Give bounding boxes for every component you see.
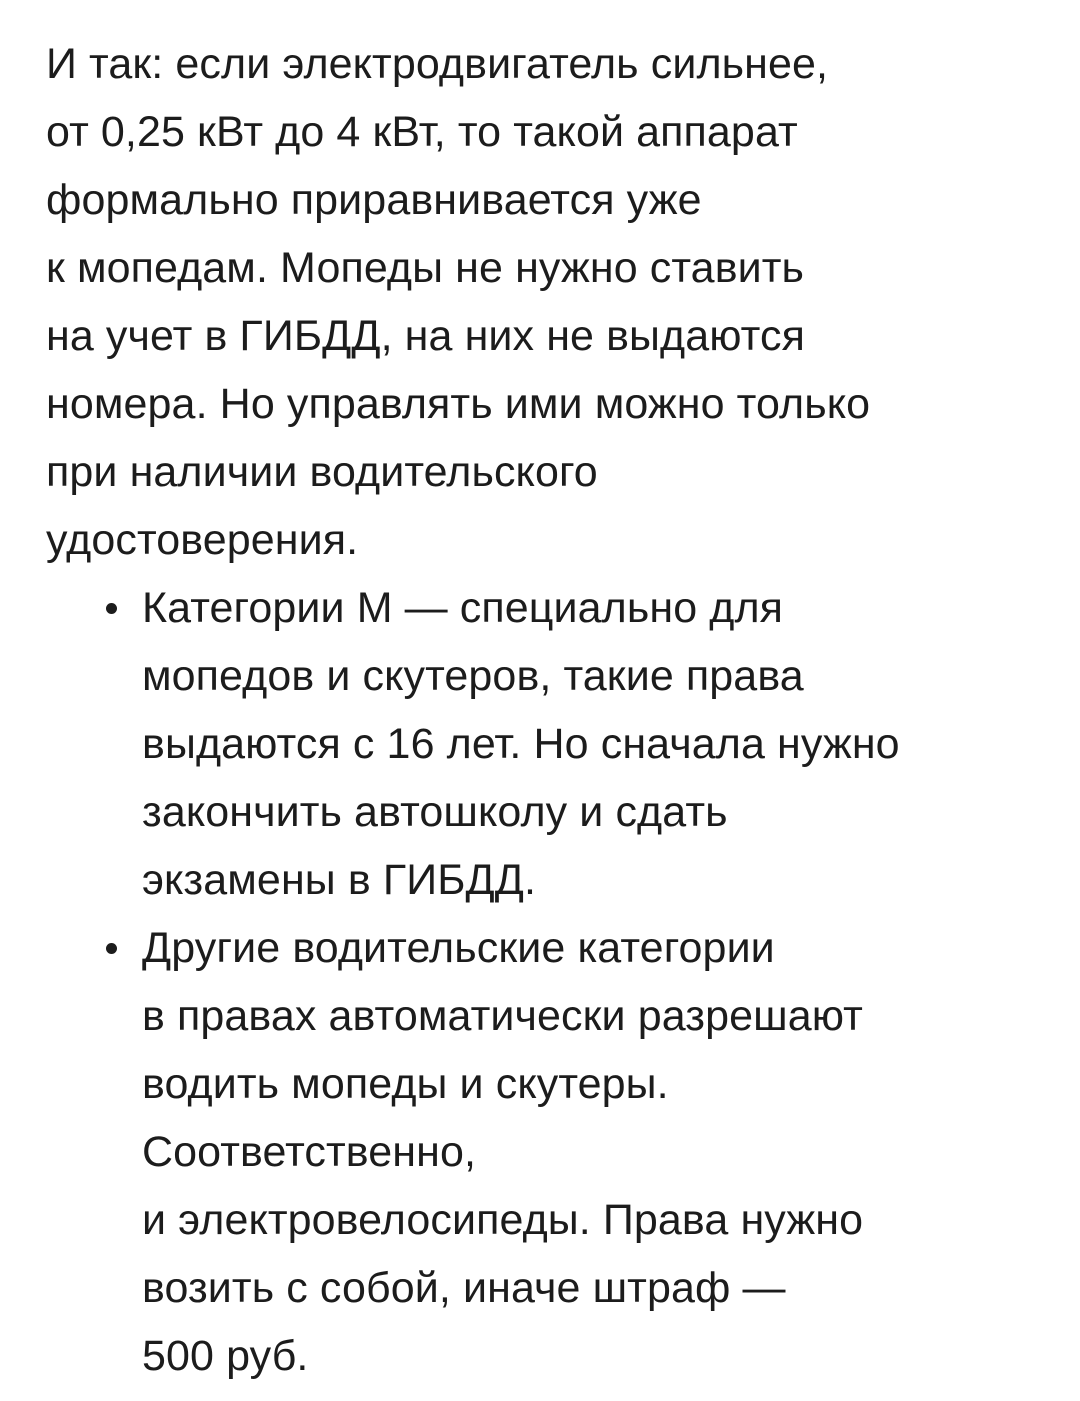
text-line: формально приравнивается уже	[46, 176, 702, 224]
text-line: Соответственно,	[142, 1128, 477, 1176]
bullet-list	[46, 574, 1050, 1390]
text-line: водить мопеды и скутеры.	[142, 1060, 669, 1108]
text-line: удостоверения.	[46, 516, 359, 564]
intro-paragraph	[46, 30, 1050, 574]
bullet-item-category-m	[46, 574, 1050, 914]
text-line: 500 руб.	[142, 1332, 309, 1380]
text-line: номера. Но управлять ими можно только	[46, 380, 871, 428]
text-line: выдаются с 16 лет. Но сначала нужно	[142, 720, 900, 768]
bullet-dot-icon	[106, 943, 117, 954]
text-line: от 0,25 кВт до 4 кВт, то такой аппарат	[46, 108, 798, 156]
text-line: И так: если электродвигатель сильнее,	[46, 40, 829, 88]
text-line: возить с собой, иначе штраф —	[142, 1264, 786, 1312]
text-line: к мопедам. Мопеды не нужно ставить	[46, 244, 805, 292]
text-line: закончить автошколу и сдать	[142, 788, 728, 836]
text-line: и электровелосипеды. Права нужно	[142, 1196, 864, 1244]
text-line: при наличии водительского	[46, 448, 598, 496]
text-line: Другие водительские категории	[142, 924, 775, 972]
text-line: на учет в ГИБДД, на них не выдаются	[46, 312, 805, 360]
text-line: в правах автоматически разрешают	[142, 992, 863, 1040]
bullet-item-other-categories	[46, 914, 1050, 1390]
bullet-dot-icon	[106, 603, 117, 614]
text-line: экзамены в ГИБДД.	[142, 856, 537, 904]
text-line: Категории M — специально для	[142, 584, 784, 632]
text-line: мопедов и скутеров, такие права	[142, 652, 804, 700]
